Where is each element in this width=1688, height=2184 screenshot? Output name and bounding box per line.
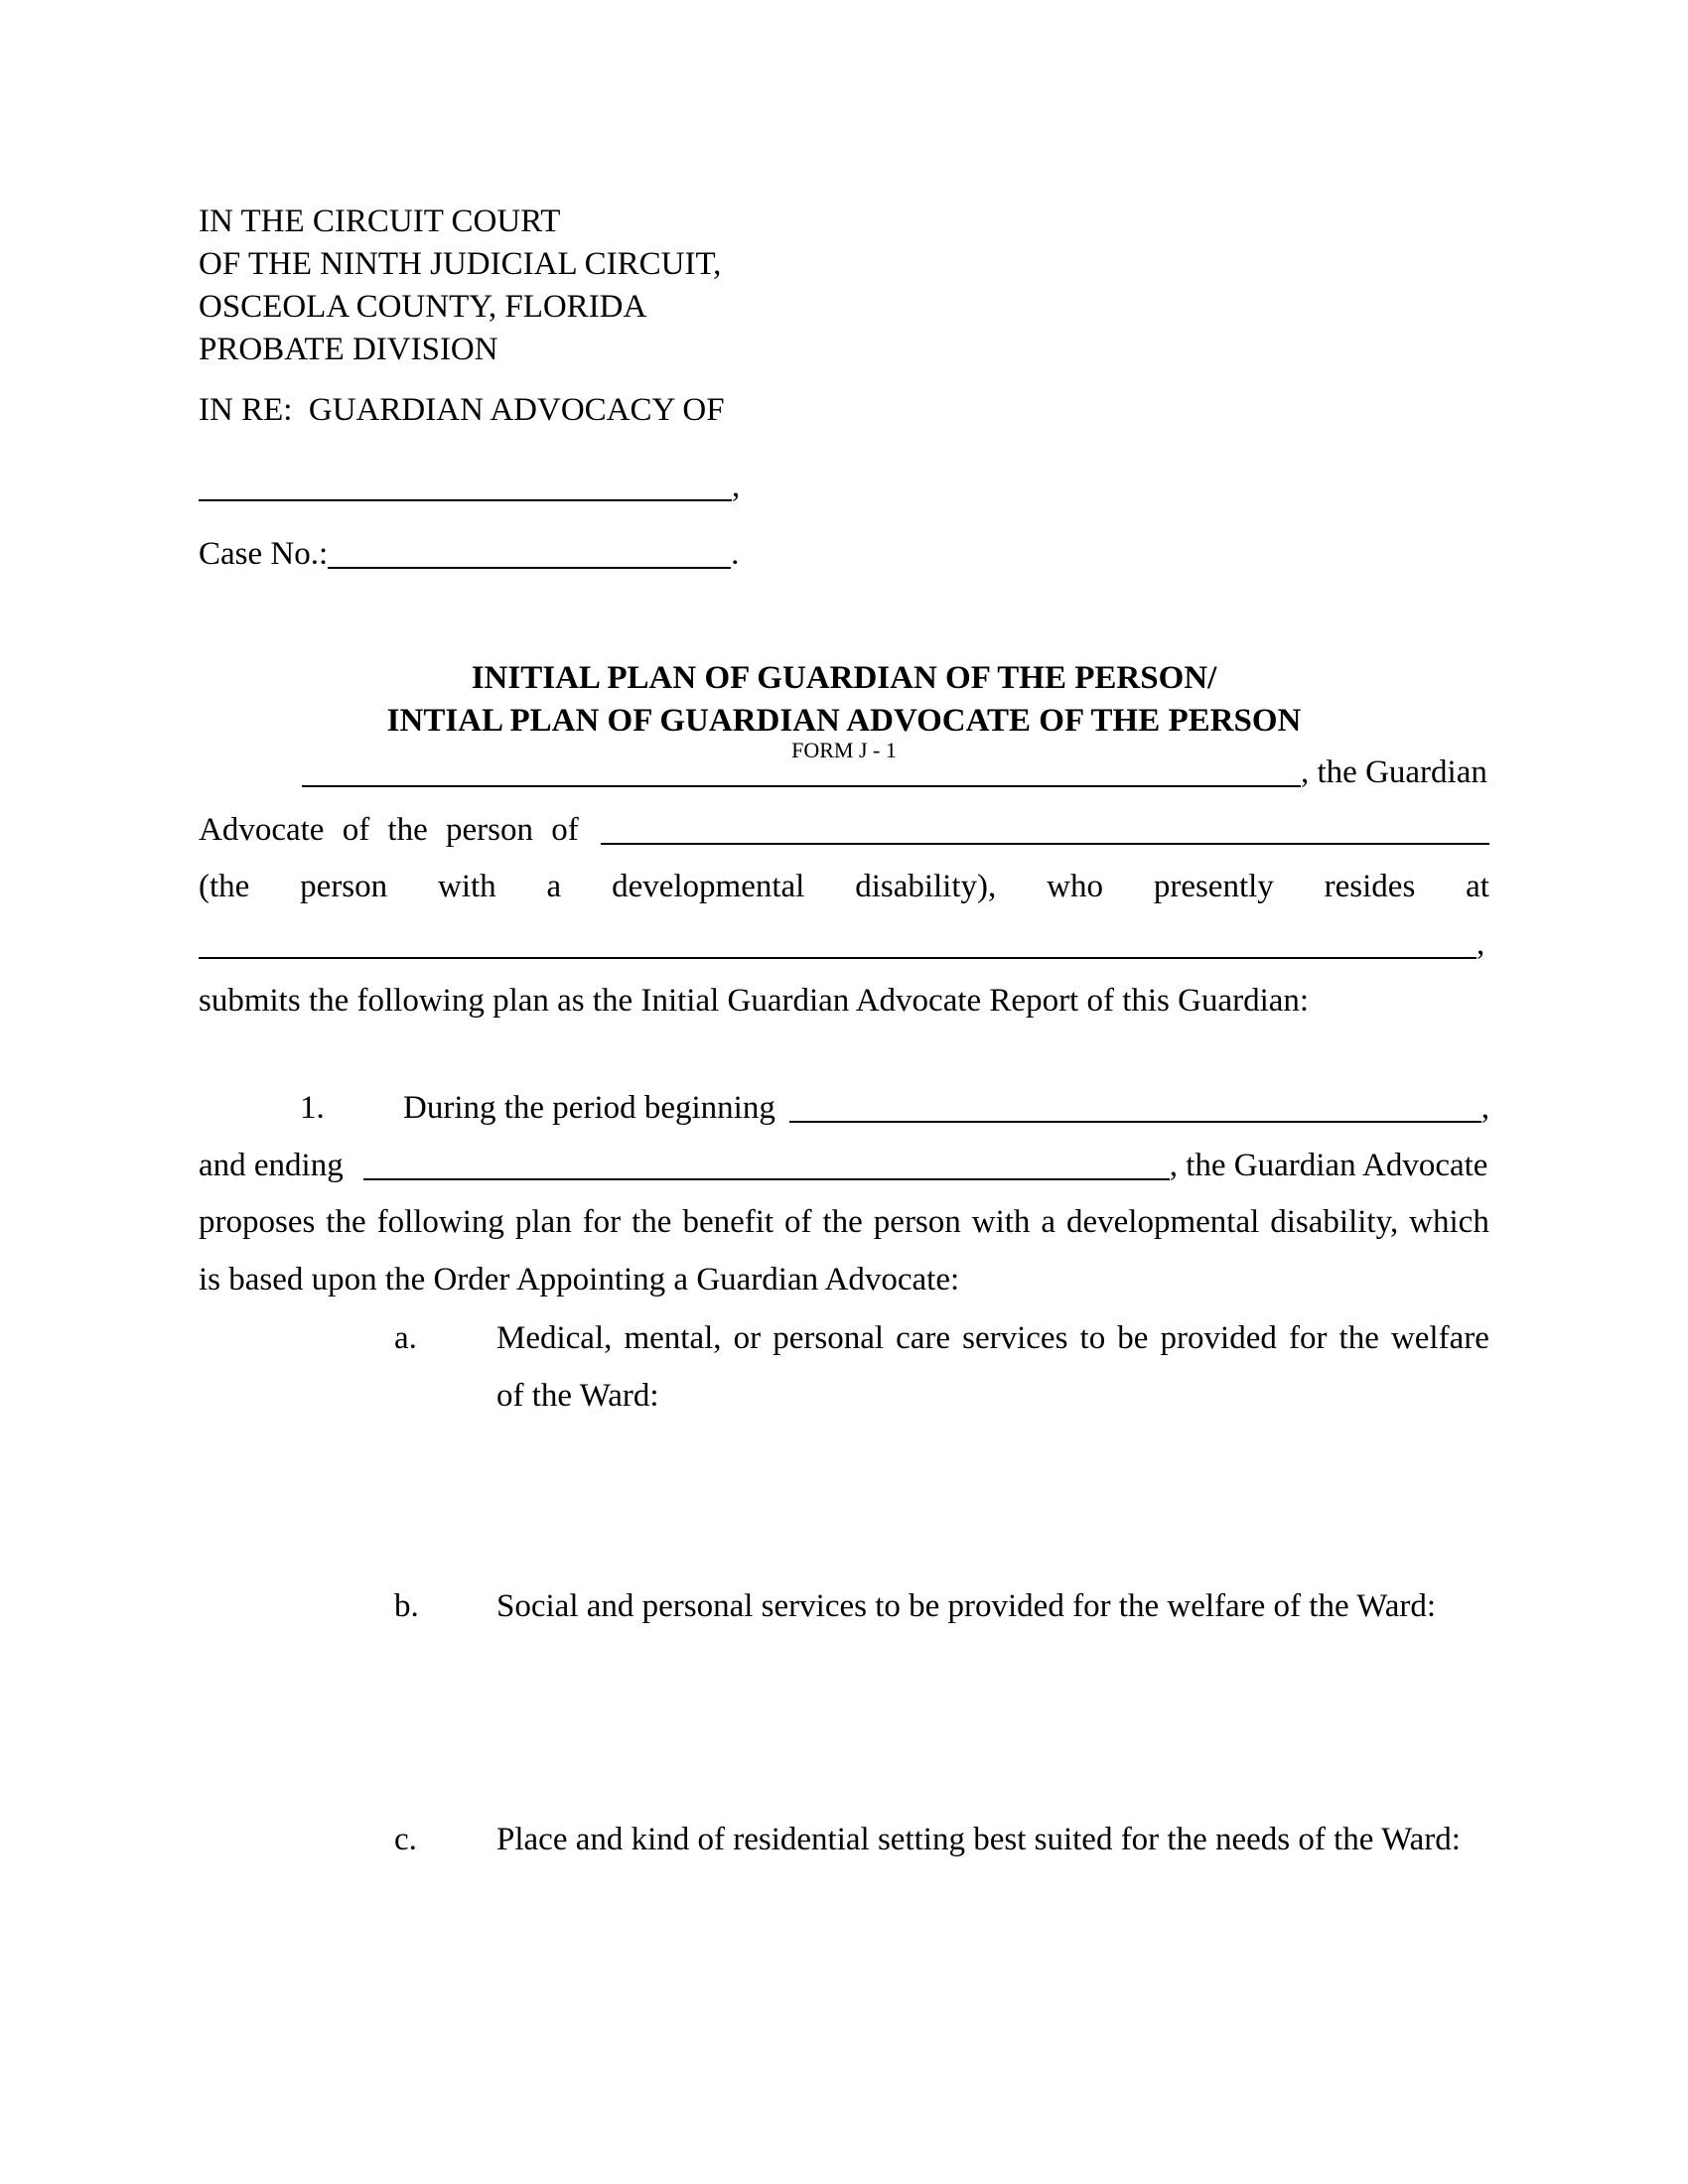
word: at (1466, 869, 1489, 904)
para1-line-1 (199, 1080, 1489, 1138)
document-title-line-1: INITIAL PLAN OF GUARDIAN OF THE PERSON/ (471, 660, 1217, 696)
word: following (376, 1204, 504, 1240)
word: resides (1324, 869, 1416, 904)
word: to (1079, 1320, 1106, 1356)
word: the (632, 1204, 672, 1240)
plan-item-b-text: Social and personal services to be provided for the welfare of the Ward: (496, 1588, 1437, 1624)
word: benefit (682, 1204, 774, 1240)
word: the (1338, 1320, 1379, 1356)
ward-name-comma: , (732, 469, 741, 504)
form-number: FORM J - 1 (791, 738, 897, 762)
word: of (784, 1204, 812, 1240)
in-re-caption: IN RE: GUARDIAN ADVOCACY OF (199, 392, 725, 428)
case-no-blank[interactable] (328, 567, 731, 569)
para1-line-2 (199, 1138, 1489, 1195)
word: presently (1153, 869, 1274, 904)
word: services (962, 1320, 1068, 1356)
intro-line-4 (199, 916, 1489, 974)
para1-number: 1. (300, 1090, 325, 1126)
intro-line-5: submits the following plan as the Initial Guardian Advocate Report of this Guardian: (199, 983, 1310, 1019)
word: care (896, 1320, 951, 1356)
residence-address-blank[interactable] (199, 957, 1477, 959)
court-header-line-1: IN THE CIRCUIT COURT (199, 204, 561, 239)
ward-name-line (199, 466, 1489, 508)
word: disability, (1270, 1204, 1399, 1240)
plan-item-a-row (199, 1310, 1489, 1425)
para1-line-1-text: During the period beginning (403, 1090, 775, 1126)
intro-line-1-suffix: , the Guardian (1301, 754, 1487, 790)
paragraph-1 (199, 1080, 1489, 1308)
word: plan (514, 1204, 572, 1240)
case-no-period: . (731, 536, 740, 572)
word: or (733, 1320, 762, 1356)
guardian-name-blank[interactable] (302, 785, 1301, 787)
case-no-label: Case No.: (199, 536, 329, 572)
word: developmental (612, 869, 805, 904)
word: developmental (1066, 1204, 1260, 1240)
para1-line-2-suffix: , the Guardian Advocate (1169, 1147, 1488, 1183)
para1-line-1-comma: , (1480, 1090, 1489, 1126)
word: with (971, 1204, 1031, 1240)
ward-person-blank[interactable] (601, 843, 1489, 845)
intro-line-3 (199, 859, 1489, 916)
period-beginning-blank[interactable] (789, 1121, 1481, 1123)
word: proposes (199, 1204, 316, 1240)
plan-item-c-text: Place and kind of residential setting best suited for the needs of the Ward: (496, 1822, 1461, 1857)
plan-item-c-row (199, 1812, 1489, 1869)
word: Medical, (496, 1320, 613, 1356)
word: with (438, 869, 496, 904)
plan-item-c (199, 1812, 1489, 1869)
word: welfare (1390, 1320, 1489, 1356)
intro-line-2 (199, 802, 1489, 860)
word: a (1041, 1204, 1056, 1240)
intro-paragraph (199, 745, 1489, 1030)
intro-line-2-prefix: Advocate of the person of (199, 811, 579, 848)
word: disability), (855, 869, 997, 904)
plan-item-c-label: c. (394, 1822, 417, 1857)
plan-item-a-line-1 (496, 1310, 1489, 1368)
plan-item-a-label: a. (394, 1320, 417, 1356)
court-header-line-2: OF THE NINTH JUDICIAL CIRCUIT, (199, 246, 722, 282)
plan-item-b-label: b. (394, 1588, 419, 1624)
period-ending-blank[interactable] (363, 1178, 1170, 1180)
para1-line-4: is based upon the Order Appointing a Guardian Advocate: (199, 1261, 960, 1297)
document-title-line-2: INTIAL PLAN OF GUARDIAN ADVOCATE OF THE PERSON (386, 703, 1302, 739)
plan-item-a-text (496, 1310, 1489, 1425)
document-title (199, 657, 1489, 743)
word: a (546, 869, 562, 904)
intro-line-4-comma: , (1477, 925, 1485, 962)
plan-item-a-line-2: of the Ward: (496, 1377, 659, 1414)
para1-line-2-prefix: and ending (199, 1147, 344, 1183)
intro-line-1 (199, 745, 1489, 802)
case-number-line (199, 533, 1489, 576)
court-header-line-4: PROBATE DIVISION (199, 332, 498, 367)
plan-item-b (199, 1578, 1489, 1636)
word: who (1047, 869, 1103, 904)
plan-item-a (199, 1310, 1489, 1425)
court-header-line-3: OSCEOLA COUNTY, FLORIDA (199, 289, 647, 325)
plan-item-b-row (199, 1578, 1489, 1636)
word: the (326, 1204, 366, 1240)
word: mental, (624, 1320, 722, 1356)
word: provided (1160, 1320, 1277, 1356)
word: person (300, 869, 388, 904)
word: for (582, 1204, 622, 1240)
ward-name-blank[interactable] (199, 499, 732, 501)
word: be (1117, 1320, 1149, 1356)
word: for (1288, 1320, 1328, 1356)
court-header (199, 201, 1489, 371)
word: person (873, 1204, 961, 1240)
word: which (1409, 1204, 1489, 1240)
para1-line-3 (199, 1194, 1489, 1252)
word: personal (773, 1320, 885, 1356)
word: (the (199, 869, 250, 904)
word: the (822, 1204, 863, 1240)
